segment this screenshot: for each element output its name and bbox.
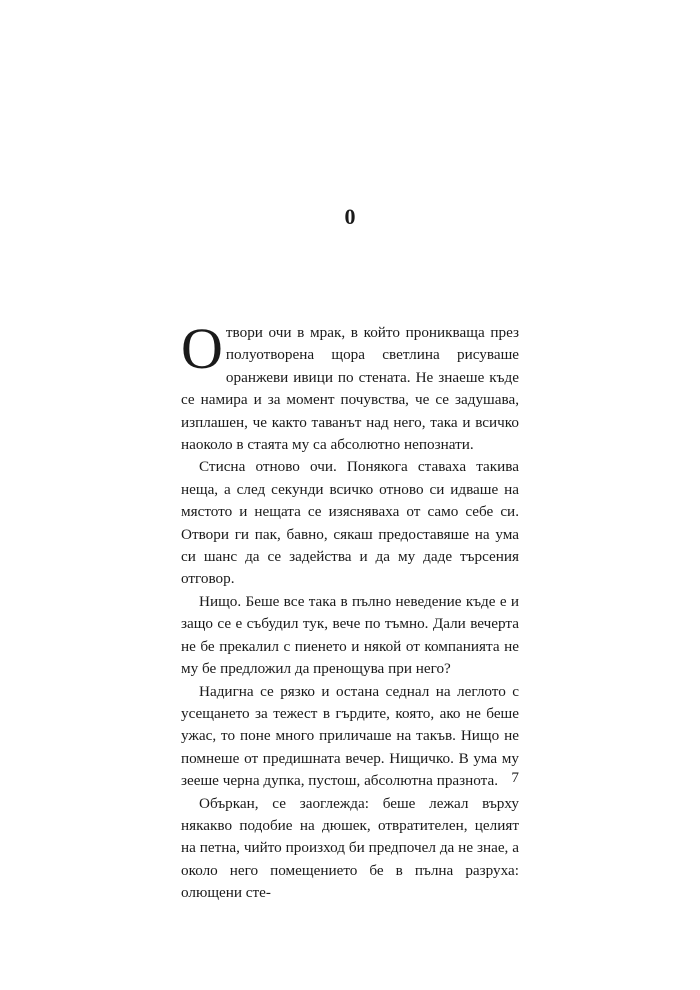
paragraph-1-text: твори очи в мрак, в който проникваща през полуотворена щора светлина рисуваше оранжеви ивици по стената. Не знаеше къде се намира и за момент почувства, че се задушава, изплашен, че както таванът над него, така и всичко наоколо в стаята му са абсолютно непознати.: [181, 324, 519, 454]
drop-cap: О: [181, 316, 223, 381]
body-text: [181, 316, 519, 905]
paragraph-2: Стисна отново очи. Понякога ставаха такива неща, а след секунди всичко отново си идваше на мястото и нещата се изясняваха от само себе си. Отвори ги пак, бавно, сякаш предоставяше на ума си шанс да се задейства и да му даде търсения отговор.: [181, 458, 519, 588]
paragraph-5: Объркан, се заоглежда: беше лежал върху някакво подобие на дюшек, отвратителен, целият на петна, чийто произход би предпочел да не знае, а около него помещението бе в пълна разруха: олющени сте-: [181, 794, 519, 902]
paragraph-3: Нищо. Беше все така в пълно неведение къде е и защо се е събудил тук, вече по тъмно. Дали вечерта не бе прекалил с пиенето и някой от компанията не му бе предложил да пренощува при него?: [181, 592, 519, 678]
page-number: 7: [511, 769, 519, 786]
paragraph-4: Надигна се рязко и остана седнал на леглото с усещането за тежест в гърдите, която, ако не беше ужас, то поне много приличаше на такъв. Нищо не помнеше от предишната вечер. Нищичко. В ума му зееше черна дупка, пустош, абсолютна празнота.: [181, 682, 519, 790]
paragraph-1: [181, 316, 519, 456]
chapter-number: 0: [344, 204, 356, 229]
